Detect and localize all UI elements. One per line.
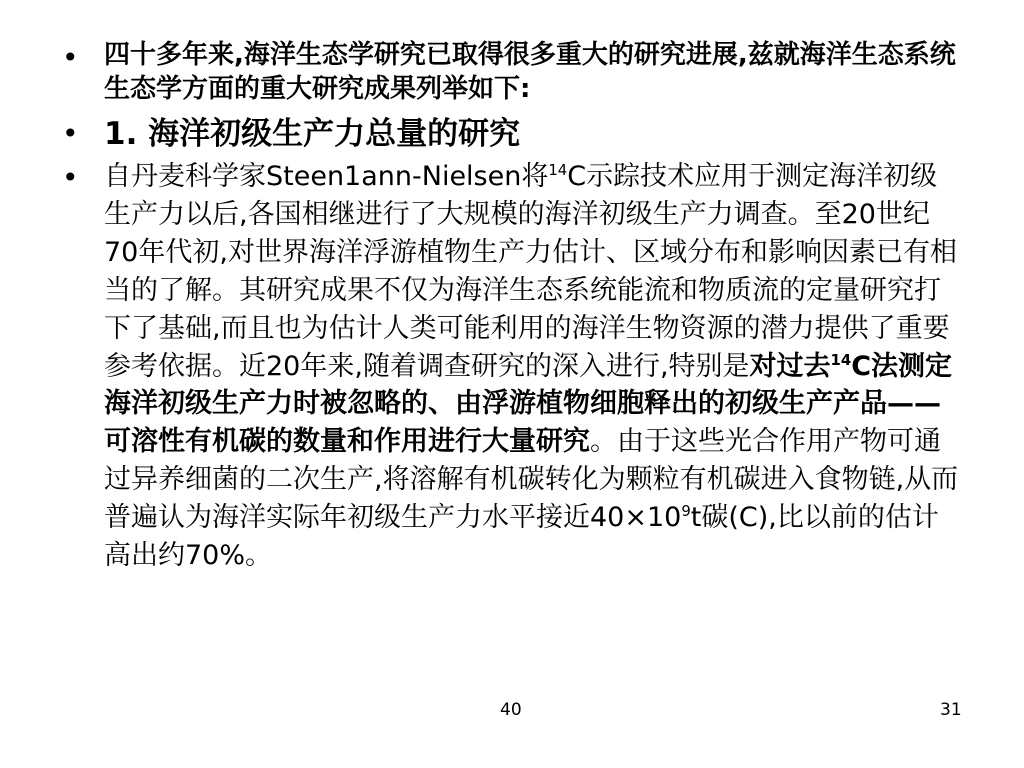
bullet-intro	[62, 38, 962, 106]
page-number: 31	[940, 700, 962, 720]
bullet-dot: •	[62, 161, 79, 194]
bullet-dot: •	[62, 117, 79, 150]
bullet-heading	[62, 112, 962, 156]
bullet-list	[62, 38, 962, 575]
footer-center-number: 40	[500, 700, 522, 720]
body-text-4: t碳(C),比以前的估计高出约70%。	[104, 502, 939, 572]
body-paragraph	[104, 158, 962, 575]
body-bold-1: 对过去	[749, 350, 831, 382]
bullet-body	[62, 158, 962, 575]
bullet-intro-text: 四十多年来,海洋生态学研究已取得很多重大的研究进展,兹就海洋生态系统生态学方面的重大研究成果列举如下:	[104, 40, 956, 104]
superscript-14: 14	[548, 161, 568, 179]
superscript-9: 9	[681, 502, 691, 521]
body-text-2: C示踪技术应用于测定海洋初级生产力以后,各国相继进行了大规模的海洋初级生产力调查。至20世纪70年代初,对世界海洋浮游植物生产力估计、区域分布和影响因素已有相当的了解。其研究成果不仅为海洋生态系统能流和物质流的定量研究打下了基础,而且也为估计人类可能利用的海洋生物资源的潜力提供了重要参考依据。近20年来,随着调查研究的深入进行,特别是	[104, 161, 957, 382]
superscript-14-bold: 14	[830, 350, 852, 369]
body-text-3: 。由于这些光合作用产物可通过异养细菌的二次生产,将溶解有机碳转化为颗粒有机碳进入食物链,从而普遍认为海洋实际年初级生产力水平接近40×10	[104, 426, 959, 534]
section-heading: 1. 海洋初级生产力总量的研究	[104, 116, 521, 152]
bullet-dot: •	[62, 41, 79, 74]
body-text-1: 自丹麦科学家Steen1ann-Nielsen将	[104, 161, 549, 192]
body-bold-2: C法测定海洋初级生产力时被忽略的、由浮游植物细胞释出的初级生产产品——可溶性有机碳的数量和作用进行大量研究	[104, 350, 953, 458]
